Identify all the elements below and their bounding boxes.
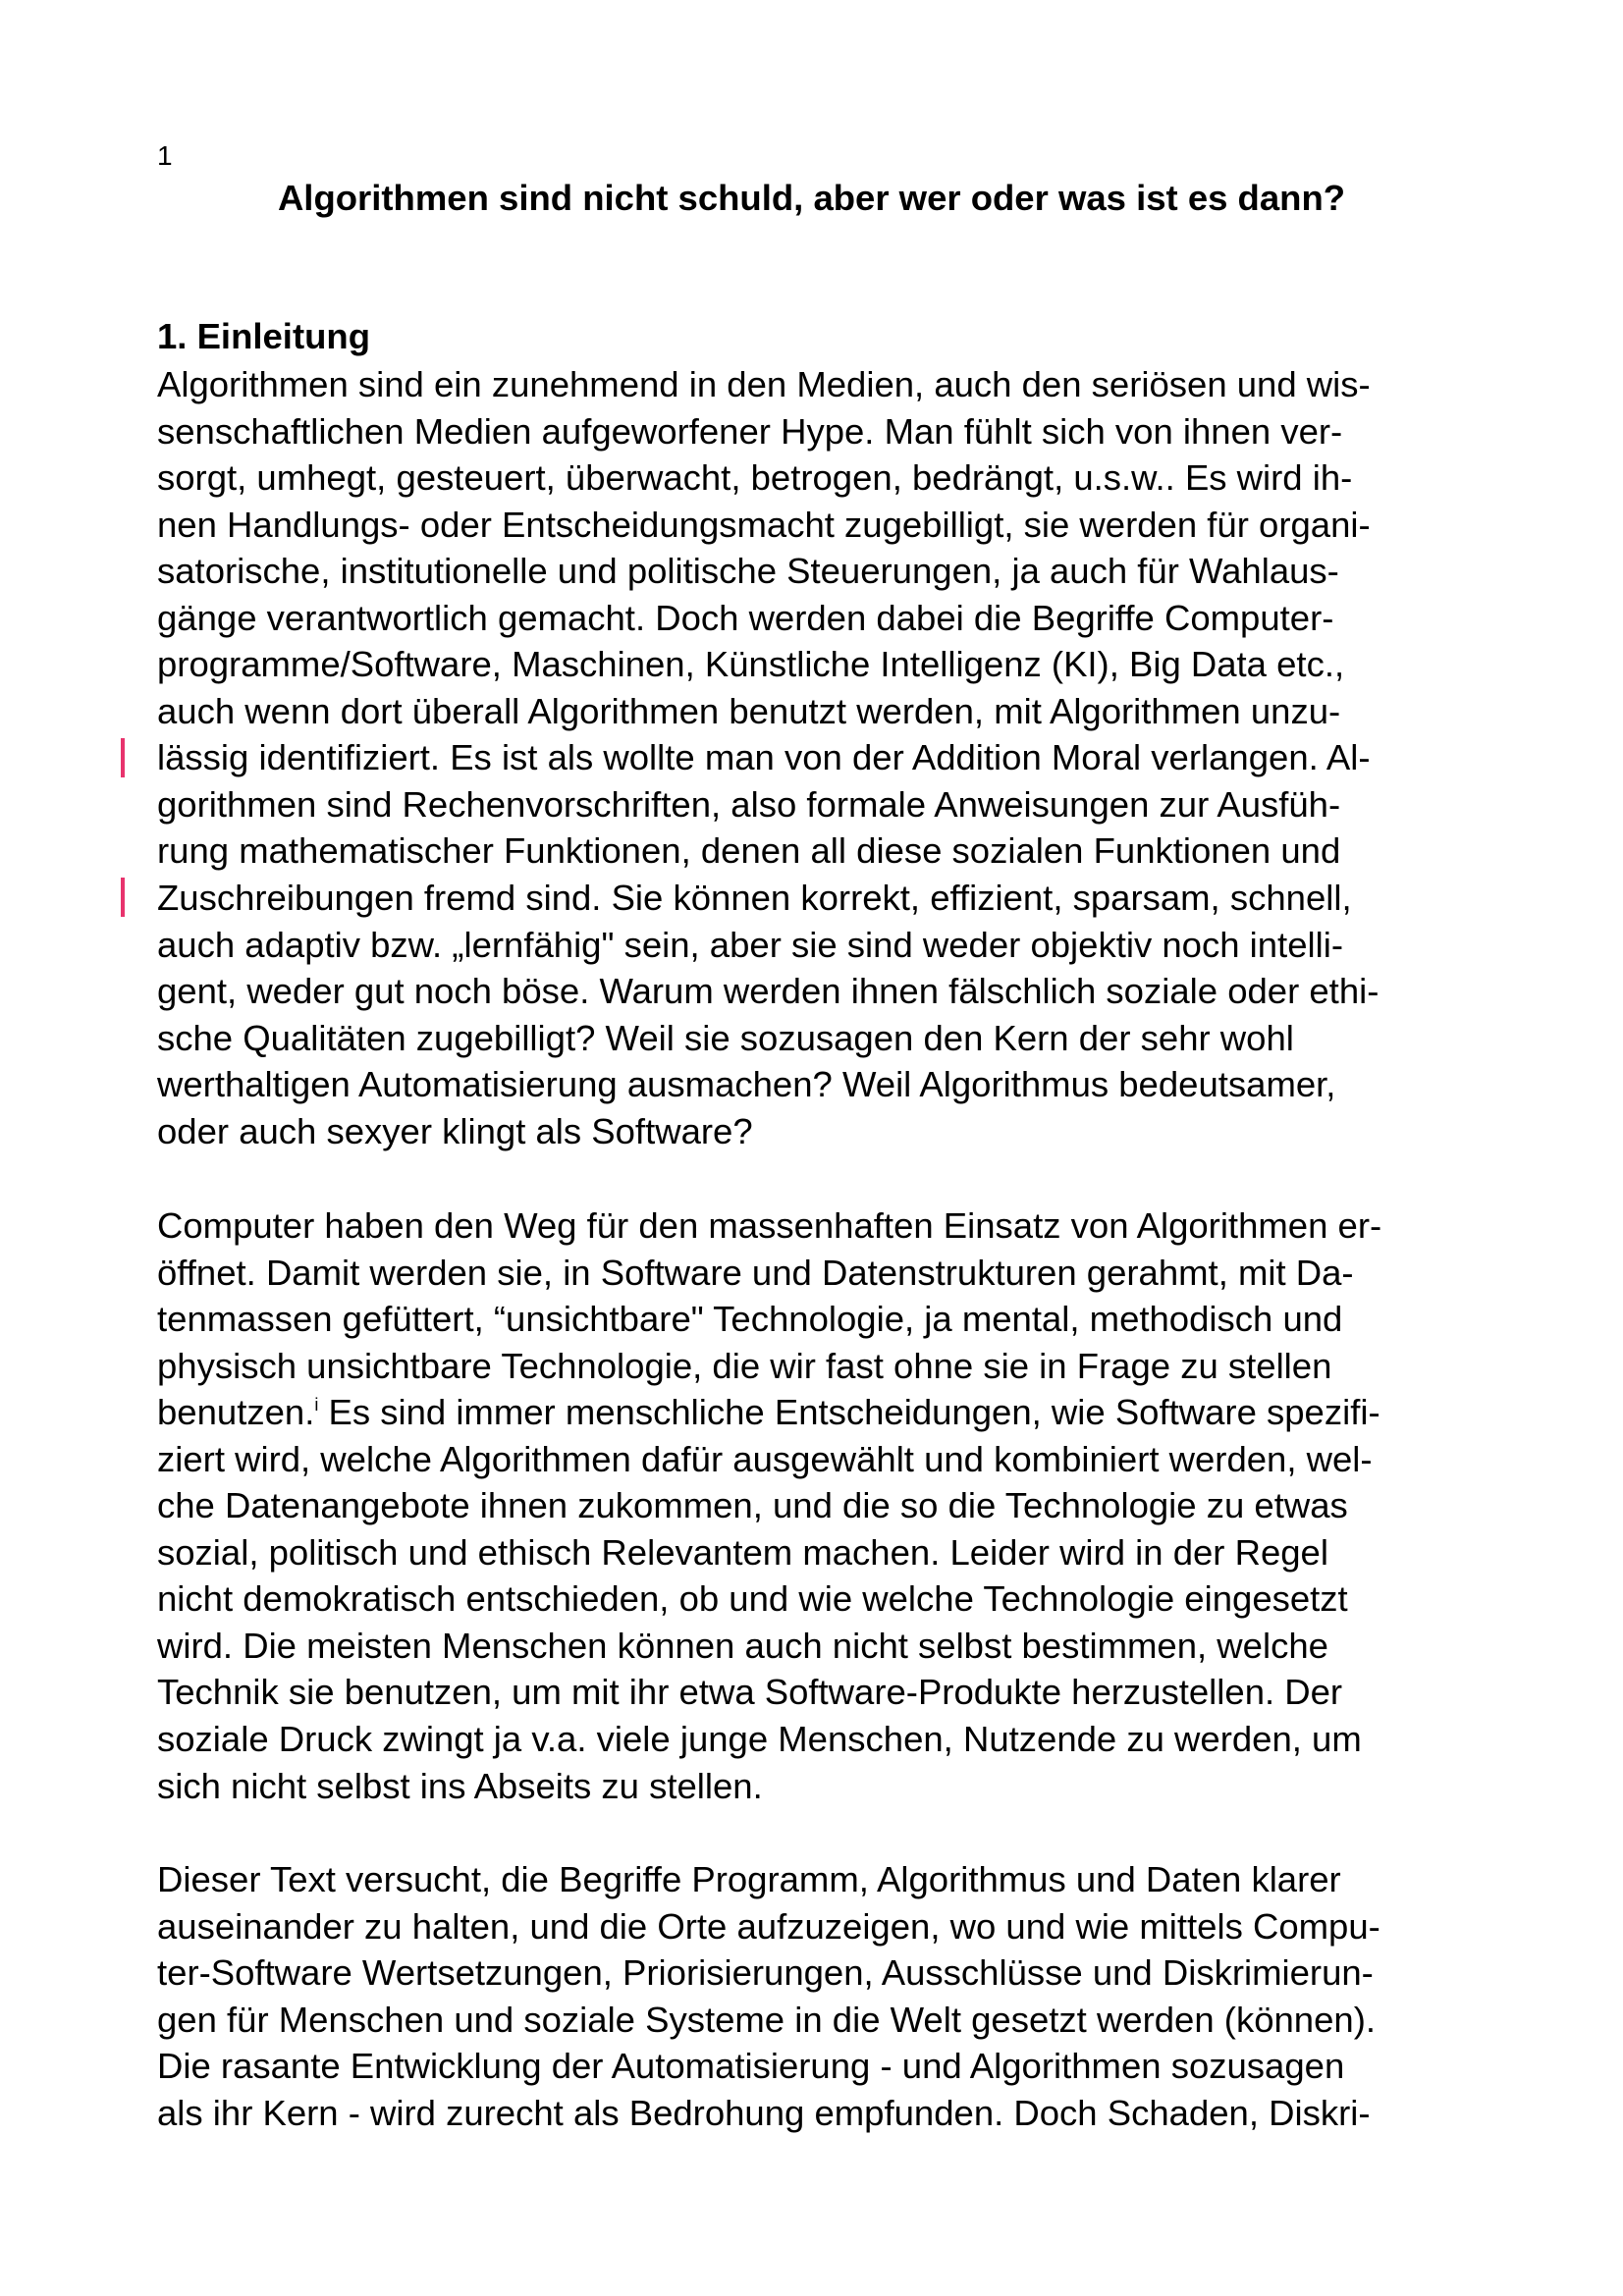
revision-marker-bar	[121, 878, 125, 917]
text-line: lässig identifiziert. Es ist als wollte man von der Addition Moral verlangen. Al-	[157, 737, 1371, 778]
text-line: Algorithmen sind ein zunehmend in den Medien, auch den seriösen und wis-	[157, 364, 1371, 404]
text-line: auch wenn dort überall Algorithmen benutzt werden, mit Algorithmen unzu-	[157, 690, 1341, 731]
text-line: Zuschreibungen fremd sind. Sie können korrekt, effizient, sparsam, schnell,	[157, 878, 1352, 919]
text-line: wird. Die meisten Menschen können auch nicht selbst bestimmen, welche	[157, 1625, 1328, 1666]
text-line: rung mathematischer Funktionen, denen all diese sozialen Funktionen und	[157, 830, 1341, 872]
text-line: sozial, politisch und ethisch Relevantem machen. Leider wird in der Regel	[157, 1531, 1328, 1573]
text-segment: Es sind immer menschliche Entscheidungen, wie Software spezifi-	[318, 1392, 1380, 1433]
text-line: che Datenangebote ihnen zukommen, und die so die Technologie zu etwas	[157, 1485, 1348, 1526]
text-line: gänge verantwortlich gemacht. Doch werden dabei die Begriffe Computer-	[157, 597, 1334, 638]
paragraph-computer	[157, 1202, 1478, 1809]
text-line: sich nicht selbst ins Abseits zu stellen.	[157, 1765, 763, 1806]
revision-marker-bar	[121, 738, 125, 777]
text-line: tenmassen gefüttert, “unsichtbare" Technologie, ja mental, methodisch und	[157, 1299, 1343, 1340]
text-line: auch adaptiv bzw. „lernfähig" sein, aber sie sind weder objektiv noch intelli-	[157, 924, 1343, 965]
text-line: öffnet. Damit werden sie, in Software und Datenstrukturen gerahmt, mit Da-	[157, 1252, 1354, 1293]
text-line: oder auch sexyer klingt als Software?	[157, 1110, 753, 1151]
text-line: gorithmen sind Rechenvorschriften, also formale Anweisungen zur Ausfüh-	[157, 783, 1341, 825]
text-line: Technik sie benutzen, um mit ihr etwa Software-Produkte herzustellen. Der	[157, 1672, 1343, 1713]
text-line: gen für Menschen und soziale Systeme in die Welt gesetzt werden (können).	[157, 1999, 1376, 2040]
text-line: programme/Software, Maschinen, Künstliche Intelligenz (KI), Big Data etc.,	[157, 644, 1345, 685]
page-number: 1	[157, 140, 173, 171]
text-line: werthaltigen Automatisierung ausmachen? Weil Algorithmus bedeutsamer,	[157, 1064, 1336, 1105]
text-line: nicht demokratisch entschieden, ob und wie welche Technologie eingesetzt	[157, 1578, 1348, 1620]
text-line: soziale Druck zwingt ja v.a. viele junge Menschen, Nutzende zu werden, um	[157, 1719, 1362, 1760]
text-line: Computer haben den Weg für den massenhaften Einsatz von Algorithmen er-	[157, 1205, 1382, 1246]
text-line: ziert wird, welche Algorithmen dafür ausgewählt und kombiniert werden, wel-	[157, 1438, 1373, 1479]
text-line: gent, weder gut noch böse. Warum werden ihnen fälschlich soziale oder ethi-	[157, 971, 1380, 1012]
text-line: senschaftlichen Medien aufgeworfener Hype. Man fühlt sich von ihnen ver-	[157, 410, 1343, 452]
paragraph-introduction	[157, 361, 1478, 1154]
paragraph-purpose	[157, 1856, 1478, 2136]
text-segment: benutzen.	[157, 1392, 315, 1433]
text-line: auseinander zu halten, und die Orte aufzuzeigen, wo und wie mittels Compu-	[157, 1905, 1380, 1947]
text-line: Die rasante Entwicklung der Automatisierung - und Algorithmen sozusagen	[157, 2046, 1345, 2087]
text-line: Dieser Text versucht, die Begriffe Programm, Algorithmus und Daten klarer	[157, 1859, 1341, 1899]
footnote-reference[interactable]: i	[314, 1395, 319, 1415]
section-heading: 1. Einleitung	[157, 316, 370, 356]
text-line: sche Qualitäten zugebilligt? Weil sie sozusagen den Kern der sehr wohl	[157, 1017, 1294, 1058]
document-title: Algorithmen sind nicht schuld, aber wer oder was ist es dann?	[277, 178, 1346, 218]
text-line: nen Handlungs- oder Entscheidungsmacht zugebilligt, sie werden für organi-	[157, 504, 1371, 545]
text-line: ter-Software Wertsetzungen, Priorisierungen, Ausschlüsse und Diskrimierun-	[157, 1952, 1374, 1994]
text-line: sorgt, umhegt, gesteuert, überwacht, betrogen, bedrängt, u.s.w.. Es wird ih-	[157, 457, 1353, 499]
text-line: physisch unsichtbare Technologie, die wir fast ohne sie in Frage zu stellen	[157, 1345, 1332, 1386]
text-line: als ihr Kern - wird zurecht als Bedrohung empfunden. Doch Schaden, Diskri-	[157, 2092, 1371, 2133]
text-line: satorische, institutionelle und politische Steuerungen, ja auch für Wahlaus-	[157, 551, 1339, 592]
text-line-with-footnote	[157, 1389, 1478, 1436]
